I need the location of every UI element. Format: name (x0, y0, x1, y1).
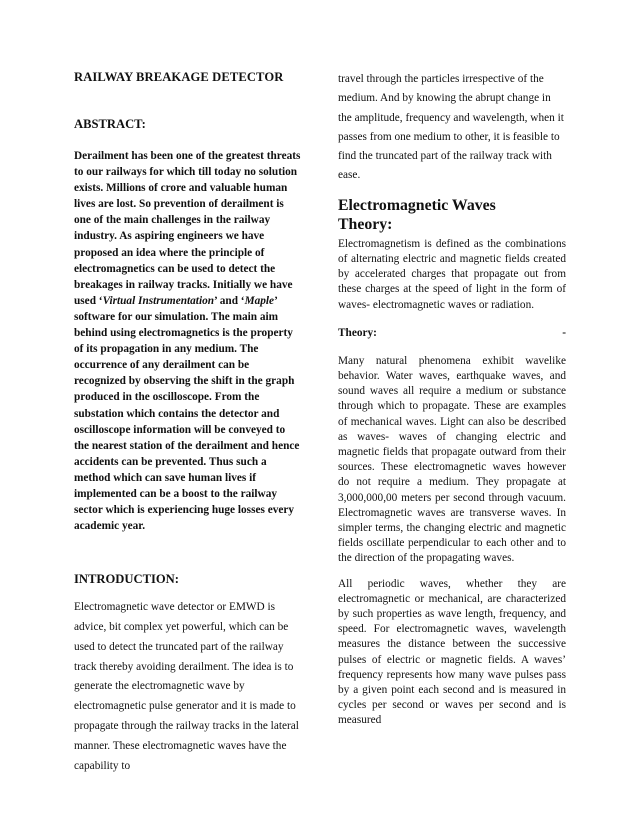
em-heading-line-1: Electromagnetic Waves (338, 196, 496, 214)
abstract-text-1: Derailment has been one of the greatest threats to our railways for which till today no solution exists. Millions of crore and valuable human lives are lost. So prevention of derailment is one of the main challenges in the railway industry. As aspiring engineers we have proposed an idea where the principle of electromagnetics can be used to detect the breakages in railway tracks. Initially we have used ‘ (74, 150, 301, 307)
theory-subheading (338, 327, 566, 339)
abstract-heading: ABSTRACT: (74, 117, 146, 131)
introduction-continued: travel through the particles irrespective of the medium. And by knowing the abrupt change in the amplitude, frequency and wavelength, when it passes from one medium to other, it is feasible to find the truncated part of the railway track with ease. (338, 73, 564, 182)
theory-label: Theory: (338, 326, 377, 339)
introduction-heading: INTRODUCTION: (74, 572, 179, 587)
left-column (74, 70, 302, 776)
introduction-body: Electromagnetic wave detector or EMWD is advice, bit complex yet powerful, which can be used to detect the truncated part of the railway track thereby avoiding derailment. The idea is to generate the electromagnetic wave by electromagnetic pulse generator and it is made to propagate through the railway tracks in the lateral manner. These electromagnetic waves have the capability to (74, 601, 299, 772)
paper-title: RAILWAY BREAKAGE DETECTOR (74, 70, 284, 84)
abstract-text-3: ’ software for our simulation. The main aim behind using electromagnetics is the property of its propagation in any medium. The occurrence of any derailment can be recognized by observing the shift in the graph produced in the oscilloscope. From the substation which contains the detector and oscilloscope information will be conveyed to the nearest station of the derailment and hence accidents can be prevented. Thus such a method which can save human lives if implemented can be a boost to the railway sector which is experiencing huge losses every academic year. (74, 294, 300, 533)
abstract-italic-1: Virtual Instrumentation (102, 294, 215, 307)
abstract-text-2: ’ and ‘ (214, 294, 245, 307)
theory-dash: - (562, 326, 566, 339)
em-theory-heading (338, 196, 566, 234)
wave-phenomena-paragraph: Many natural phenomena exhibit wavelike behavior. Water waves, earthquake waves, and sound waves all require a medium or substance through which to propagate. These are examples of mechanical waves. Light can also be described as waves- waves of changing electric and magnetic fields that propagate outward from their sources. These electromagnetic waves however do not require a medium. They propagate at 3,000,000,00 meters per second through vacuum. Electromagnetic waves are transverse waves. In simpler terms, the changing electric and magnetic fields oscillate perpendicular to each other and to the direction of the propagating waves. (338, 354, 566, 565)
periodic-waves-paragraph: All periodic waves, whether they are electromagnetic or mechanical, are characterized by such properties as wave length, frequency, and speed. For electromagnetic waves, wavelength measures the distance between the successive pulses of electric or magnetic fields. A waves’ frequency represents how many wave pulses pass by a given point each second and is measured in cycles per second or waves per second and is measured (338, 577, 566, 727)
right-column (338, 70, 566, 729)
abstract-italic-2: Maple (244, 294, 275, 307)
abstract-body (74, 148, 302, 534)
em-definition-paragraph: Electromagnetism is defined as the combinations of alternating electric and magnetic fields created by accelerated charges that propagate out from these charges at the speed of light in the form of waves- electromagnetic waves or radiation. (338, 237, 566, 311)
em-heading-line-2: Theory: (338, 215, 393, 233)
